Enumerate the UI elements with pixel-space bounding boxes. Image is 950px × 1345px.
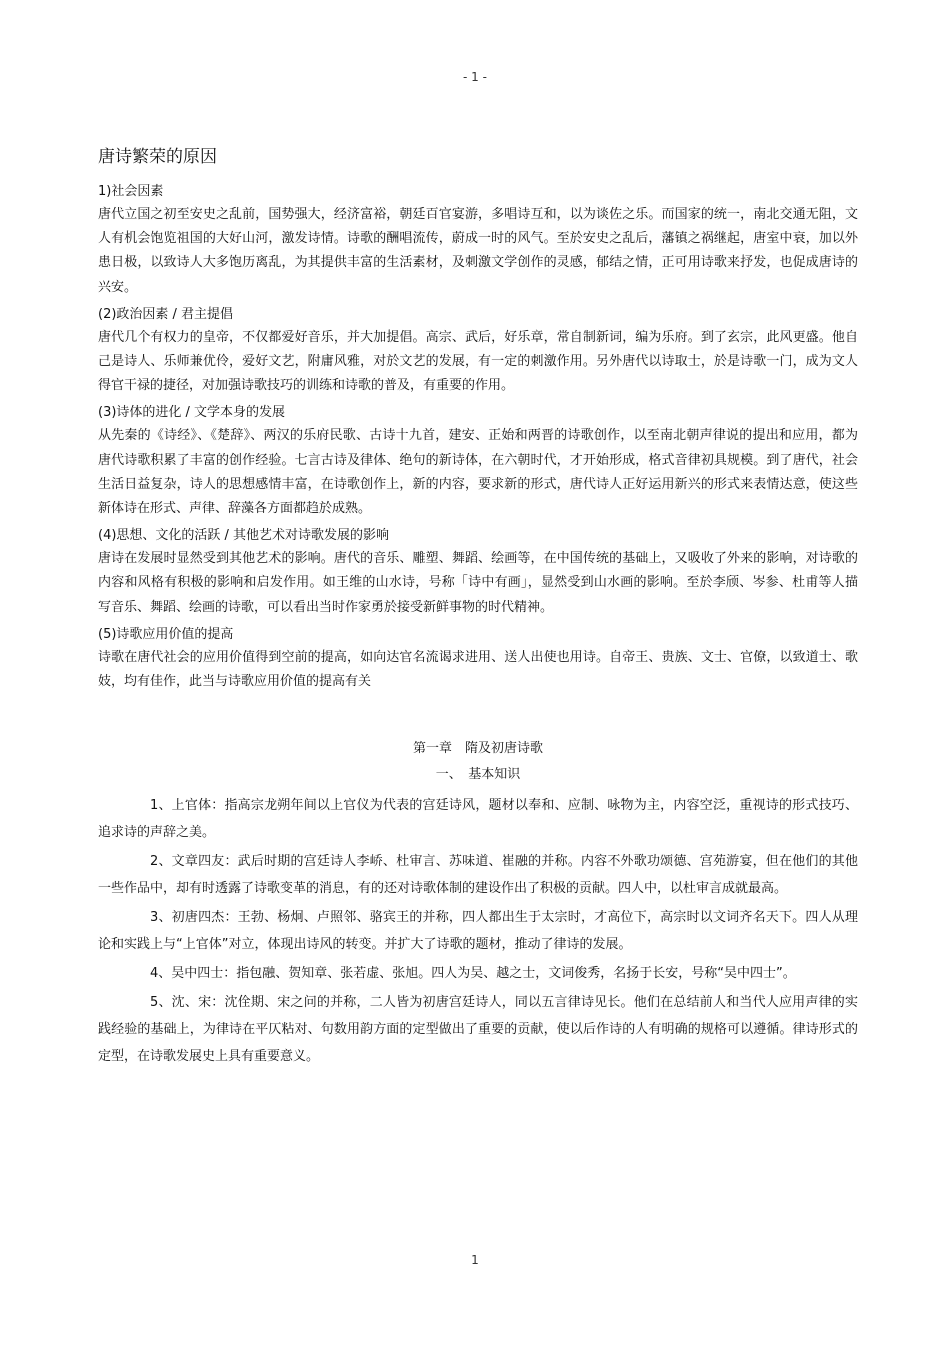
document-title: 唐诗繁荣的原因	[98, 147, 217, 167]
chapter-title: 第一章 隋及初唐诗歌	[412, 741, 543, 757]
section-political-factors	[98, 304, 858, 399]
term-shen-song: 5、沈、宋：沈佺期、宋之问的并称，二人皆为初唐宫廷诗人，同以五言律诗见长。他们在总结前人和当代人应用声律的实践经验的基础上，为律诗在平仄粘对、句数用韵方面的定型做出了重要的贡献，使以后作诗的人有明确的规格可以遵循。律诗形式的定型，在诗歌发展史上具有重要意义。	[98, 995, 858, 1065]
section-heading: 1)社会因素	[98, 184, 164, 199]
section-culture-arts	[98, 525, 858, 620]
section-heading: (3)诗体的进化 / 文学本身的发展	[98, 405, 286, 421]
section-poetic-forms	[98, 402, 858, 521]
term-four-early-tang-masters: 3、初唐四杰：王勃、杨炯、卢照邻、骆宾王的并称，四人都出生于太宗时，才高位下，高宗时以文词齐名天下。四人从理论和实践上与“上官体”对立，体现出诗风的转变。并扩大了诗歌的题材，推动了律诗的发展。	[98, 910, 858, 953]
section-text: 唐代几个有权力的皇帝，不仅都爱好音乐，并大加提倡。高宗、武后，好乐章，常自制新词，编为乐府。到了玄宗，此风更盛。他自己是诗人、乐师兼优伶，爱好文艺，附庸风雅，对於文艺的发展，有一定的刺激作用。另外唐代以诗取士，於是诗歌一门，成为文人得官干禄的捷径，对加强诗歌技巧的训练和诗歌的普及，有重要的作用。	[98, 329, 858, 394]
term-shangguan-style: 1、上官体：指高宗龙朔年间以上官仪为代表的宫廷诗风，题材以奉和、应制、咏物为主，内容空泛，重视诗的形式技巧、追求诗的声辞之美。	[98, 798, 858, 841]
section-heading: (5)诗歌应用价值的提高	[98, 626, 234, 642]
document-body	[98, 142, 858, 1072]
section-text: 唐代立国之初至安史之乱前，国势强大，经济富裕，朝廷百官宴游，多唱诗互和，以为谈佐之乐。而国家的统一，南北交通无阻，文人有机会饱览祖国的大好山河，激发诗情。诗歌的酬唱流传，蔚成一时的风气。至於安史之乱后，藩镇之祸继起，唐室中衰，加以外患日极，以致诗人大多饱历离乱，为其提供丰富的生活素材，及刺激文学创作的灵感，郁结之情，正可用诗歌来抒发，也促成唐诗的兴安。	[98, 207, 858, 295]
section-practical-value	[98, 624, 858, 694]
section-heading: (4)思想、文化的活跃 / 其他艺术对诗歌发展的影响	[98, 528, 390, 544]
section-heading: (2)政治因素 / 君主提倡	[98, 306, 234, 322]
section-text: 唐诗在发展时显然受到其他艺术的影响。唐代的音乐、雕塑、舞蹈、绘画等，在中国传统的基础上，又吸收了外来的影响，对诗歌的内容和风格有积极的影响和启发作用。如王维的山水诗，号称「诗中有画」，显然受到山水画的影响。至於李颀、岑参、杜甫等人描写音乐、舞蹈、绘画的诗歌，可以看出当时作家勇於接受新鲜事物的时代精神。	[98, 551, 858, 615]
term-four-scholars-of-wu: 4、吴中四士：指包融、贺知章、张若虚、张旭。四人为吴、越之士，文词俊秀，名扬于长安，号称“吴中四士”。	[150, 966, 796, 982]
page-header-marker: - 1 -	[463, 70, 487, 84]
subsection-title: 一、 基本知识	[435, 767, 521, 783]
section-text: 诗歌在唐代社会的应用价值得到空前的提高，如向达官名流谒求进用、送人出使也用诗。自帝王、贵族、文士、官僚，以致道士、歌妓，均有佳作，此当与诗歌应用价值的提高有关	[98, 649, 858, 690]
term-four-literary-friends: 2、文章四友：武后时期的宫廷诗人李峤、杜审言、苏味道、崔融的并称。内容不外歌功颂德、宫苑游宴，但在他们的其他一些作品中，却有时透露了诗歌变革的消息，有的还对诗歌体制的建设作出了积极的贡献。四人中，以杜审言成就最高。	[98, 854, 858, 897]
section-text: 从先秦的《诗经》、《楚辞》、两汉的乐府民歌、古诗十九首，建安、正始和两晋的诗歌创作，以至南北朝声律说的提出和应用，都为唐代诗歌积累了丰富的创作经验。七言古诗及律体、绝句的新诗体，在六朝时代，才开始形成，格式音律初具规模。到了唐代，社会生活日益复杂，诗人的思想感情丰富，在诗歌创作上，新的内容，要求新的形式，唐代诗人正好运用新兴的形式来表情达意，使这些新体诗在形式、声律、辞藻各方面都趋於成熟。	[98, 428, 858, 517]
page-number: 1	[471, 1253, 479, 1267]
section-social-factors	[98, 181, 858, 300]
